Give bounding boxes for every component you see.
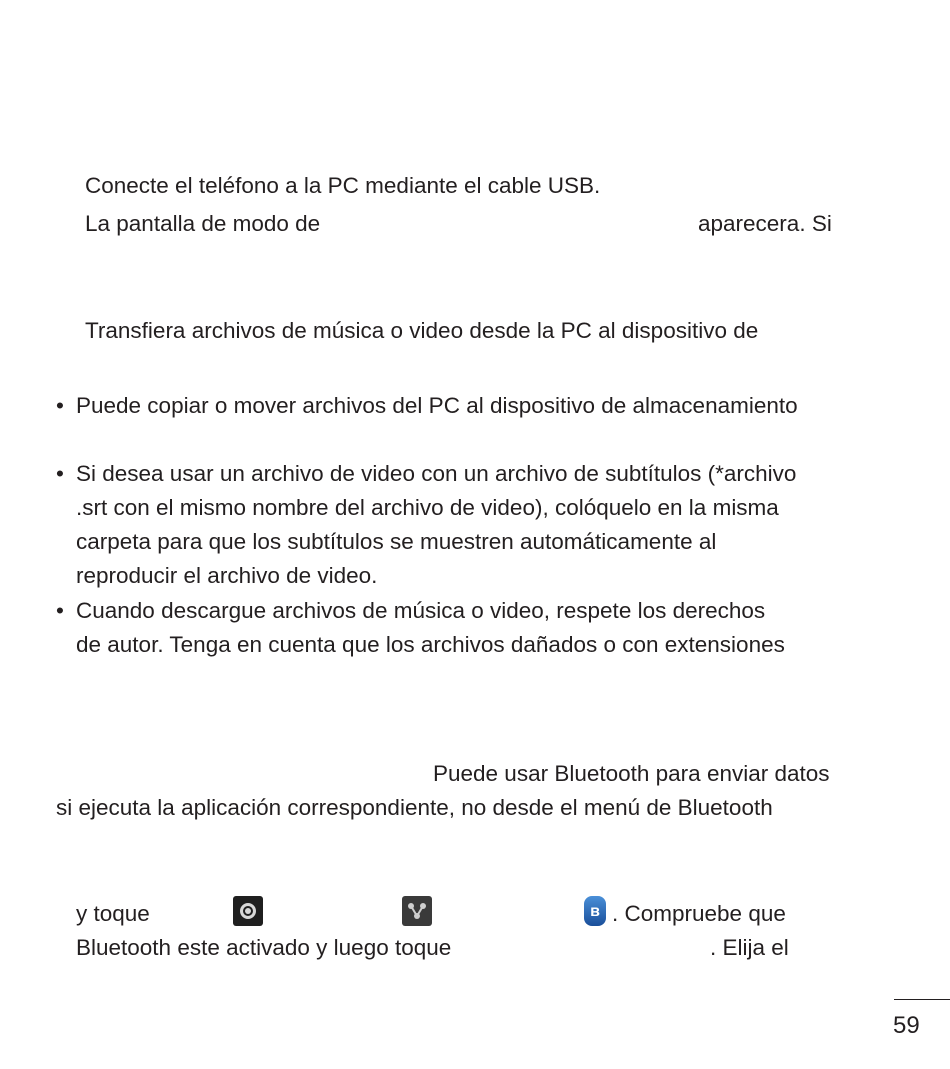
step-transfer-files: Transfiera archivos de música o video desde la PC al dispositivo de: [85, 318, 759, 343]
settings-icon: [233, 896, 263, 926]
bluetooth-step-line1-start: y toque: [76, 901, 150, 926]
note-subtitles-line4: reproducir el archivo de video.: [76, 563, 378, 588]
page-number-rule: [894, 999, 950, 1000]
step-mode-screen-start: La pantalla de modo de: [85, 211, 321, 236]
bluetooth-step-line1-end: . Compruebe que: [612, 901, 786, 926]
settings-ring-shape: [240, 903, 256, 919]
bluetooth-intro-line2: si ejecuta la aplicación correspondiente, no desde el menú de Bluetooth: [56, 795, 773, 820]
bluetooth-icon: [584, 896, 606, 926]
note-subtitles-line1: Si desea usar un archivo de video con un archivo de subtítulos (*archivo: [76, 461, 797, 486]
wireless-networks-icon: [402, 896, 432, 926]
bullet-3: •: [56, 598, 64, 623]
wireless-networks-glyph: [406, 900, 428, 922]
note-subtitles-line2: .srt con el mismo nombre del archivo de video), colóquelo en la misma: [76, 495, 779, 520]
bluetooth-glyph: ʙ: [590, 902, 600, 920]
note-copyright-line2: de autor. Tenga en cuenta que los archivos dañados o con extensiones: [76, 632, 785, 657]
note-copy-move: Puede copiar o mover archivos del PC al dispositivo de almacenamiento: [76, 393, 798, 418]
bluetooth-intro-line1: Puede usar Bluetooth para enviar datos: [433, 761, 830, 786]
bullet-1: •: [56, 393, 64, 418]
bluetooth-step-line2-end: . Elija el: [710, 935, 789, 960]
bullet-2: •: [56, 461, 64, 486]
step-mode-screen-end: aparecera. Si: [698, 211, 832, 236]
note-subtitles-line3: carpeta para que los subtítulos se muestren automáticamente al: [76, 529, 717, 554]
step-connect-usb: Conecte el teléfono a la PC mediante el cable USB.: [85, 173, 601, 198]
settings-ring-dot: [245, 908, 251, 914]
note-copyright-line1: Cuando descargue archivos de música o video, respete los derechos: [76, 598, 766, 623]
page-number: 59: [893, 1012, 920, 1039]
bluetooth-step-line2-start: Bluetooth este activado y luego toque: [76, 935, 452, 960]
